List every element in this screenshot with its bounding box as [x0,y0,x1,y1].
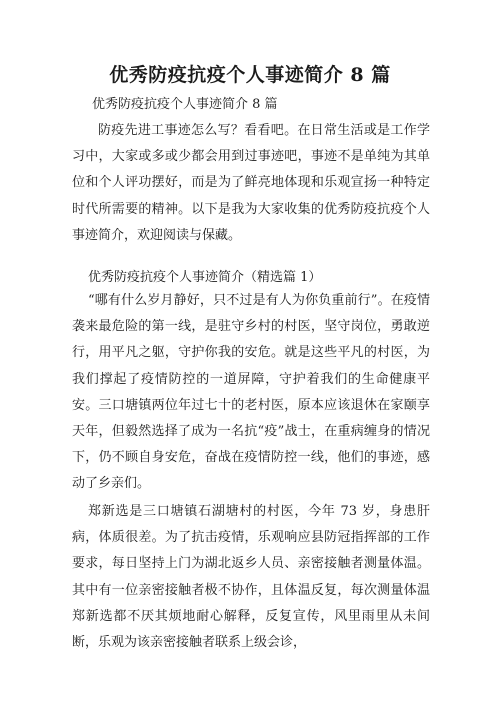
intro-paragraph: 防疫先进工事迹怎么写？看看吧。在日常生活或是工作学习中，大家或多或少都会用到过事迹吧，事迹不是单纯为其单位和个人评功摆好，而是为了鲜亮地体现和乐观宣扬一种特定时代所需要的精神。以下是我为大家收集的优秀防疫抗疫个人事迹简介，欢迎阅读与保藏。 [72,123,430,243]
document-title: 优秀防疫抗疫个人事迹简介 8 篇 [109,64,391,86]
section-heading: 优秀防疫抗疫个人事迹简介（精选篇 1） [88,270,322,285]
body-paragraph-1: “哪有什么岁月静好，只不过是有人为你负重前行”。在疫情袭来最危险的第一线，是驻守乡村的村医，坚守岗位，勇敢逆行，用平凡之躯，守护你我的安危。就是这些平凡的村医，为我们撑起了疫情防控的一道屏障，守护着我们的生命健康平安。三口塘镇两位年过七十的老村医，原本应该退休在家颐享天年，但毅然选择了成为一名抗“疫”战士，在重病缠身的情况下，仍不顾自身安危，奋战在疫情防控一线，他们的事迹，感动了乡亲们。 [72,293,430,492]
document-subtitle: 优秀防疫抗疫个人事迹简介 8 篇 [92,97,278,112]
body-paragraph-2: 郑新选是三口塘镇石湖塘村的村医，今年 73 岁，身患肝病，体质很差。为了抗击疫情，乐观响应县防冠指挥部的工作要求，每日坚持上门为湖北返乡人员、亲密接触者测量体温。其中有一位亲密接触者极不协作，且体温反复，每次测量体温郑新选都不厌其烦地耐心解释，反复宣传，风里雨里从未间断，乐观为该亲密接触者联系上级会诊， [72,504,430,651]
